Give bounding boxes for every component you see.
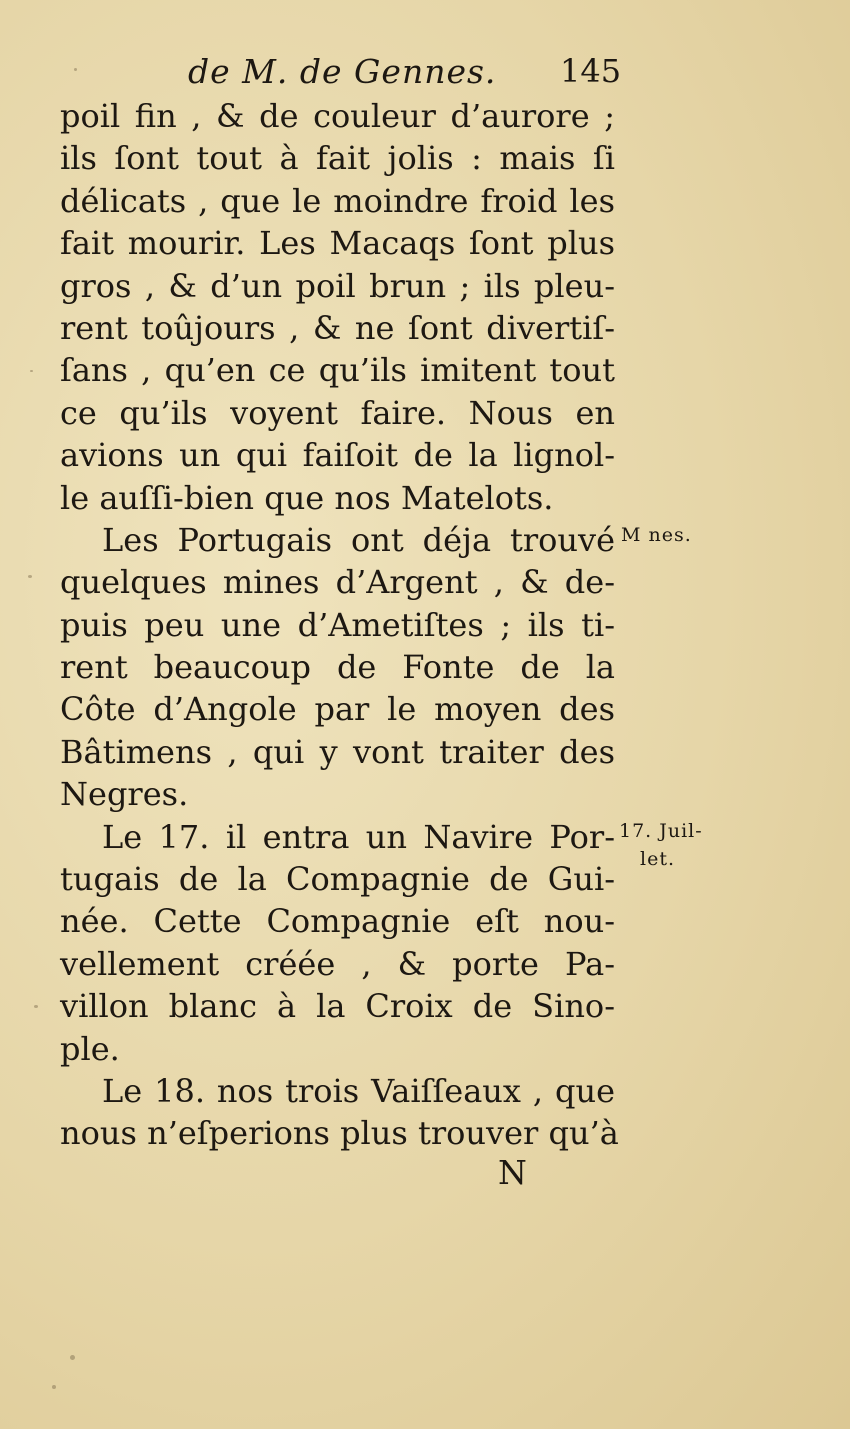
text-line: ils ſont tout à fait jolis : mais ſi <box>60 139 615 178</box>
text-line: née. Cette Compagnie eſt nou- <box>60 902 615 941</box>
text-line: villon blanc à la Croix de Sino- <box>60 987 615 1026</box>
text-line: ce qu’ils voyent faire. Nous en <box>60 393 615 432</box>
text-line: délicats , que le moindre froid les <box>60 181 615 220</box>
paper-speck <box>52 1385 56 1389</box>
text-line: fait mourir. Les Macaqs ſont plus <box>60 224 615 263</box>
text-line: avions un qui faiſoit de la lignol- <box>60 436 615 475</box>
text-line: ſans , qu’en ce qu’ils imitent tout <box>60 351 615 390</box>
text-line: Negres. <box>60 775 189 814</box>
text-line: Le 17. il entra un Navire Por- <box>102 817 615 856</box>
paper-speck <box>34 1005 38 1008</box>
text-line: Les Portugais ont déja trouvé <box>102 520 615 559</box>
text-line: poil fin , & de couleur d’aurore ; <box>60 97 615 135</box>
text-line: Bâtimens , qui y vont traiter des <box>60 732 615 771</box>
page-number: 145 <box>560 52 622 90</box>
signature-mark: N <box>498 1153 527 1192</box>
text-line: Côte d’Angole par le moyen des <box>60 690 615 729</box>
page-header <box>0 52 850 96</box>
text-line: gros , & d’un poil brun ; ils pleu- <box>60 266 615 305</box>
text-line: ple. <box>60 1029 120 1068</box>
text-line: tugais de la Compagnie de Gui- <box>60 860 615 899</box>
margin-note-mines: M nes. <box>621 524 692 546</box>
margin-note-date-cont: let. <box>640 848 675 870</box>
text-line: Le 18. nos trois Vaiſſeaux , que <box>102 1071 615 1110</box>
text-line: rent toûjours , & ne ſont divertiſ- <box>60 308 615 347</box>
margin-note-date: 17. Juil- <box>619 820 703 842</box>
text-line: rent beaucoup de Fonte de la <box>60 648 615 687</box>
body-text <box>60 95 619 1155</box>
text-line: puis peu une d’Ametiſtes ; ils ti- <box>60 605 615 644</box>
running-title: de M. de Gennes. <box>188 52 497 91</box>
paper-speck <box>70 1355 75 1360</box>
paper-speck <box>30 370 33 372</box>
text-line: le auſſi-bien que nos Matelots. <box>60 478 554 517</box>
text-line: vellement créée , & porte Pa- <box>60 944 615 983</box>
text-line: quelques mines d’Argent , & de- <box>60 563 615 602</box>
paper-speck <box>28 575 32 578</box>
text-line: nous n’eſperions plus trouver qu’à <box>60 1114 619 1153</box>
paper-speck <box>74 68 77 71</box>
